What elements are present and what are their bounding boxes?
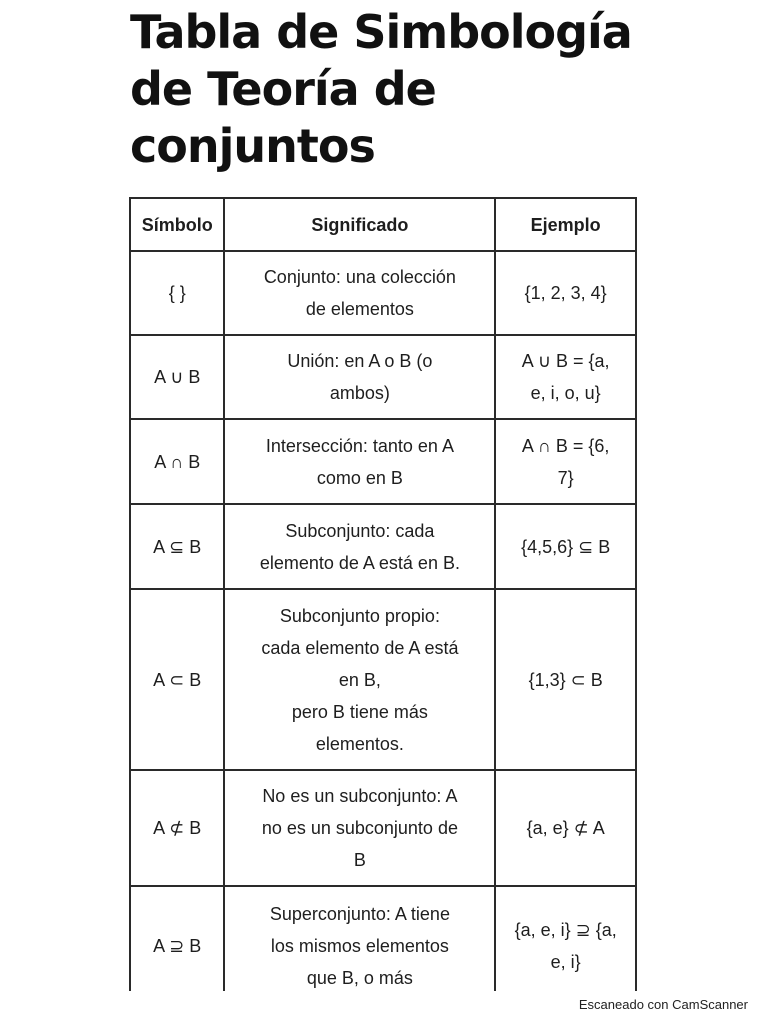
table-row [130,335,636,419]
example-cell [495,770,636,886]
meaning-line: Subconjunto: cada [285,520,435,541]
meaning-cell [224,419,495,504]
title-line: Tabla de Simbología [130,5,632,59]
table-row [130,251,636,335]
meaning-cell [224,770,495,886]
meaning-line: como en B [316,467,403,488]
example-cell [495,886,636,991]
table-row [130,770,636,886]
title-line: de Teoría de [130,62,436,116]
example-line: A ∩ B = {6, [521,435,610,456]
meaning-line: de elementos [305,299,414,319]
meaning-line: no es un subconjunto de [261,818,458,838]
example-cell [495,251,636,335]
example-line: A ∪ B = {a, [521,351,610,371]
table-row [130,504,636,589]
meaning-line: en B, [338,669,381,690]
header-meaning: Significado [224,198,495,251]
example-line: e, i} [550,952,581,972]
example-line: e, i, o, u} [530,383,601,403]
meaning-line: Unión: en A o B (o [287,351,433,371]
example-line: {1, 2, 3, 4} [524,283,607,303]
scanner-watermark: Escaneado con CamScanner [578,997,748,1012]
title-line: conjuntos [130,119,375,173]
meaning-cell [224,504,495,589]
meaning-line: Subconjunto propio: [279,605,440,626]
meaning-line: que B, o más [306,968,413,988]
meaning-line: No es un subconjunto: A [262,786,458,806]
example-line: {a, e, i} ⊇ {a, [514,920,617,940]
example-cell [495,504,636,589]
meaning-line: cada elemento de A está [261,637,459,658]
table-row [130,419,636,504]
meaning-cell [224,886,495,991]
symbol-cell: A ⊂ B [130,589,224,770]
symbol-cell: A ⊇ B [130,886,224,991]
meaning-line: Superconjunto: A tiene [269,904,450,924]
meaning-line: Conjunto: una colección [263,267,456,287]
table-row [130,589,636,770]
meaning-cell [224,335,495,419]
meaning-line: los mismos elementos [270,936,449,956]
meaning-cell [224,251,495,335]
meaning-line: pero B tiene más [291,701,428,722]
example-cell [495,589,636,770]
page-title [130,4,690,175]
symbol-cell: A ∩ B [130,419,224,504]
example-cell [495,335,636,419]
table-header-row [130,198,636,251]
header-example: Ejemplo [495,198,636,251]
example-line: {4,5,6} ⊆ B [521,536,611,557]
example-line: 7} [557,467,574,488]
meaning-line: B [353,850,366,870]
symbol-table [129,197,637,991]
meaning-line: elementos. [315,733,404,754]
symbol-cell: A ∪ B [130,335,224,419]
meaning-line: Intersección: tanto en A [265,435,454,456]
symbol-cell: A ⊄ B [130,770,224,886]
header-symbol: Símbolo [130,198,224,251]
example-cell [495,419,636,504]
symbol-cell: A ⊆ B [130,504,224,589]
meaning-line: ambos) [329,383,390,403]
table-row [130,886,636,991]
symbol-table-container [129,197,637,991]
meaning-line: elemento de A está en B. [259,552,460,573]
symbol-cell: { } [130,251,224,335]
example-line: {1,3} ⊂ B [528,669,603,690]
meaning-cell [224,589,495,770]
example-line: {a, e} ⊄ A [526,818,605,838]
